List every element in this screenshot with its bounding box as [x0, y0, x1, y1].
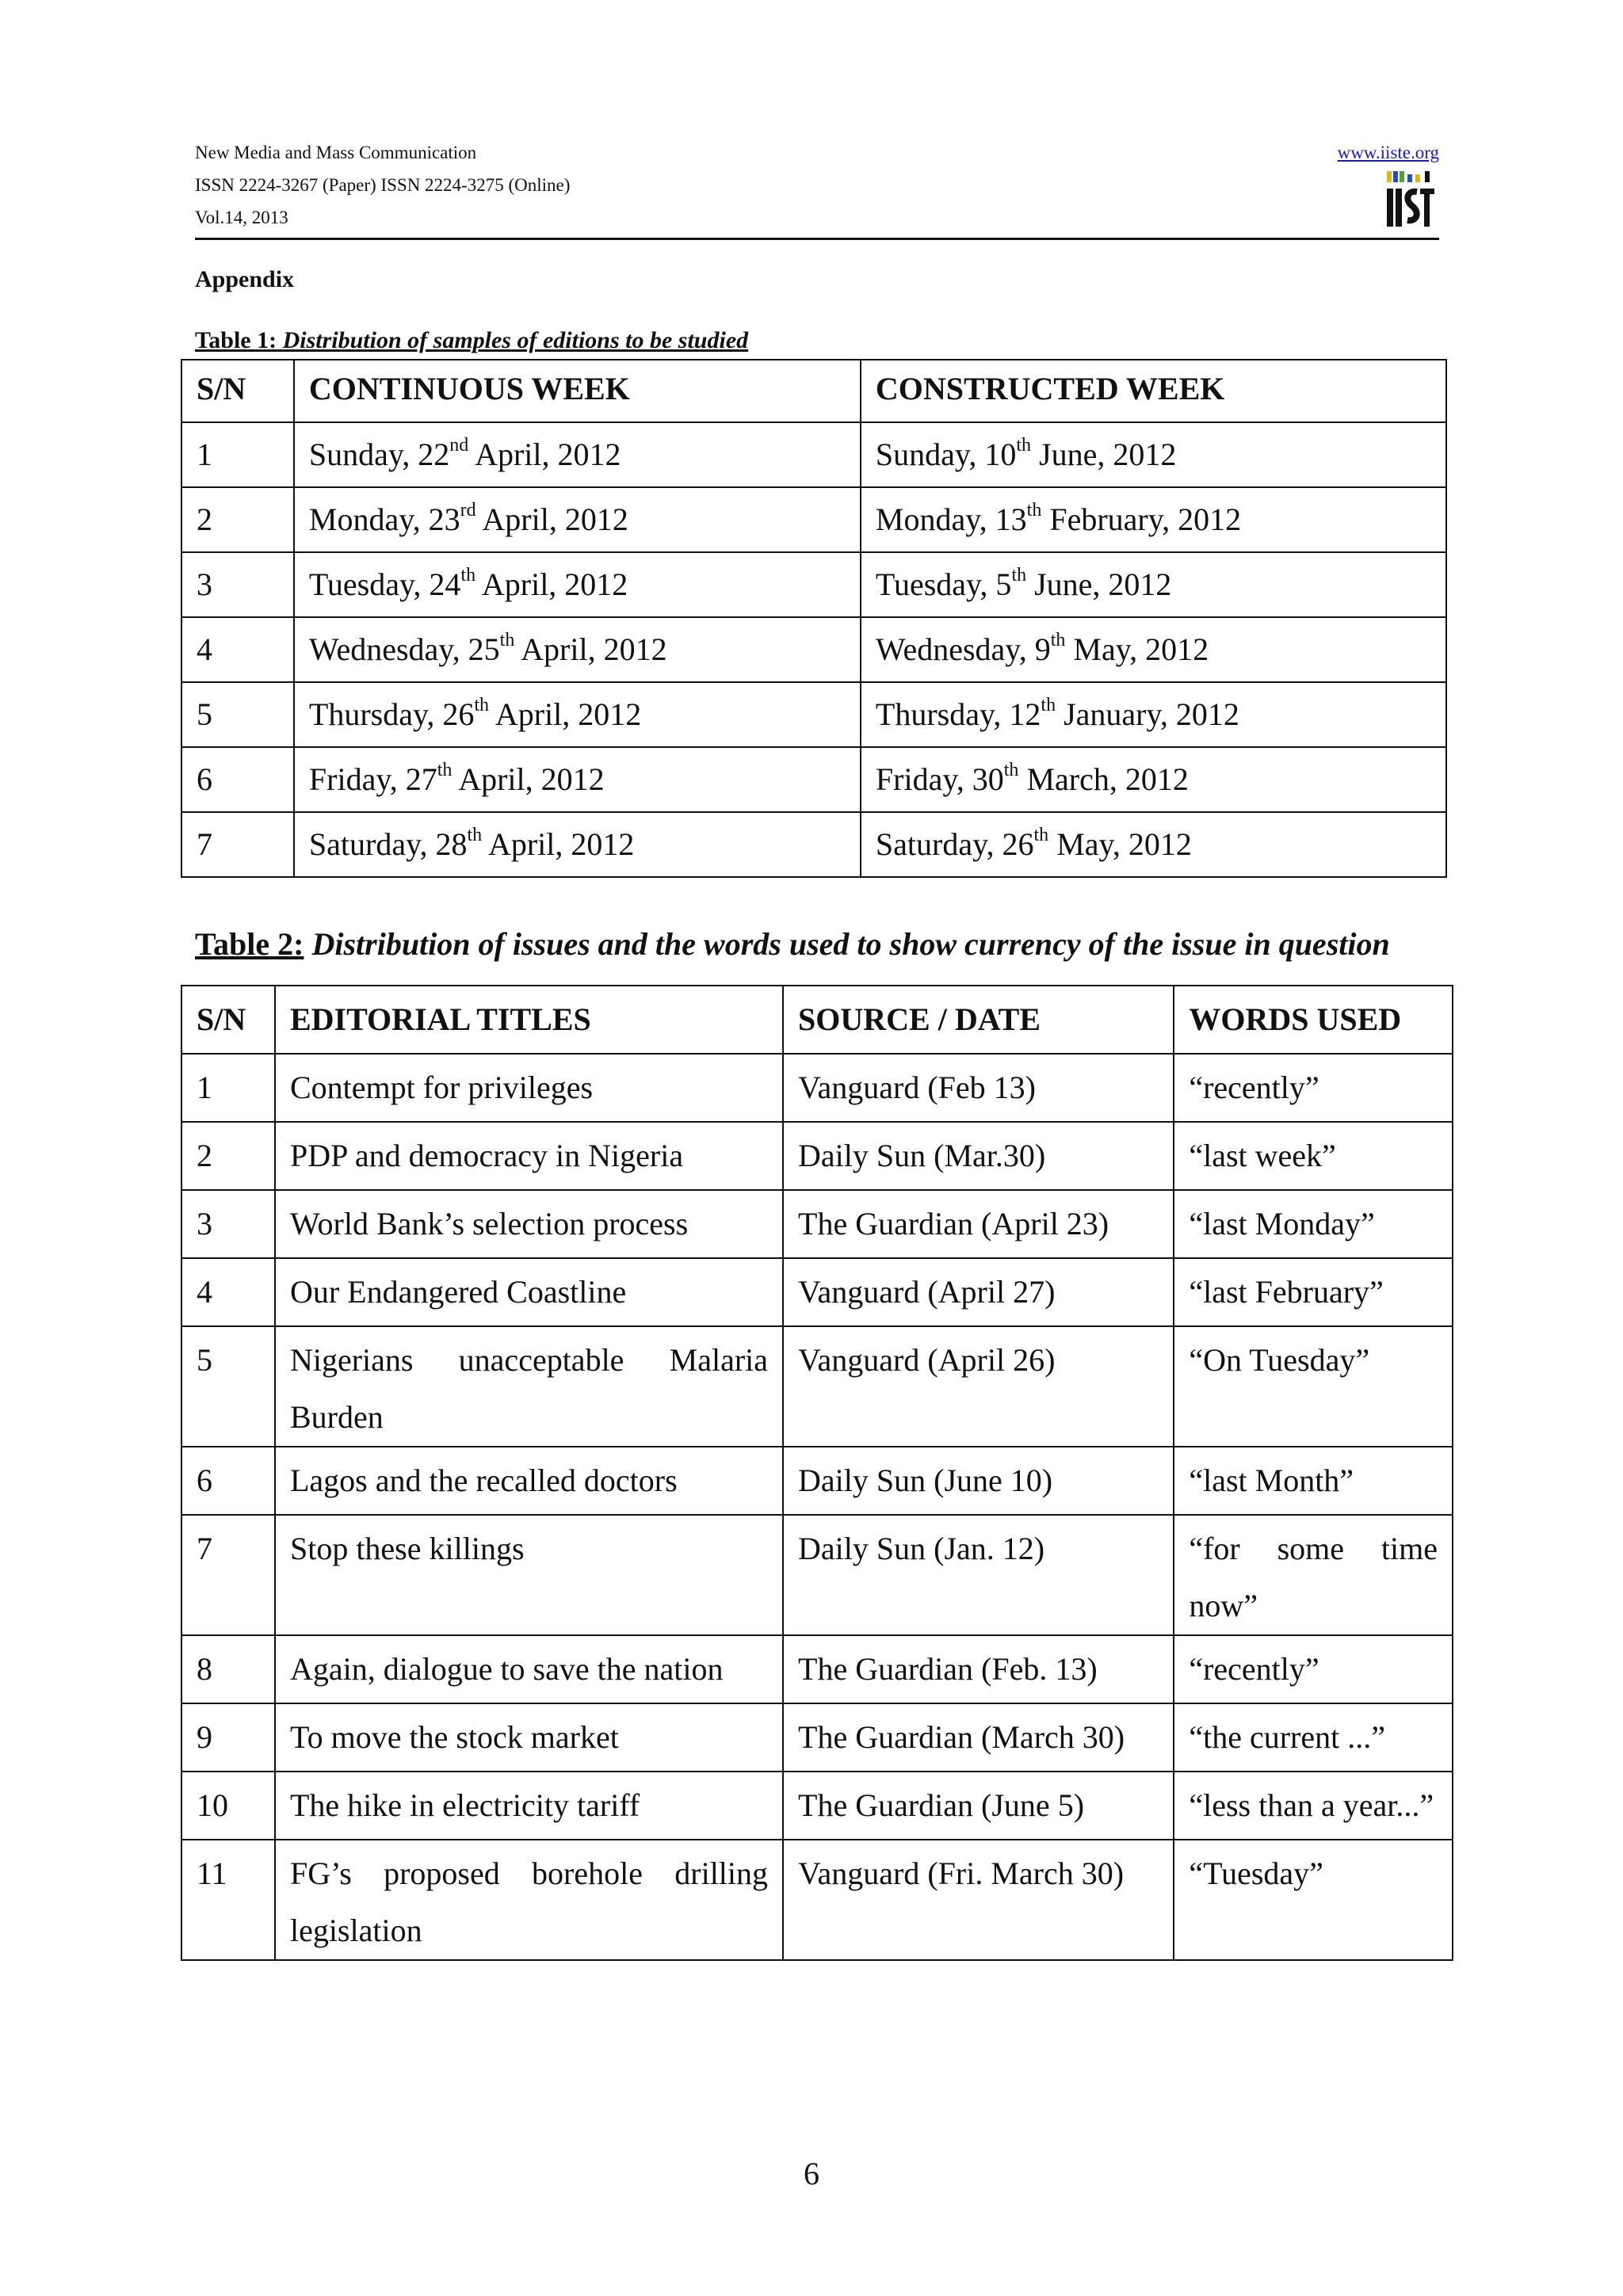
table2-row: [181, 1840, 1453, 1960]
iiste-logo: [1385, 171, 1436, 228]
words-used-cell: “recently”: [1174, 1635, 1453, 1703]
constructed-week-cell: [861, 747, 1446, 812]
table1-row: [181, 422, 1446, 487]
table2-row: [181, 1326, 1453, 1447]
ordinal-suffix: th: [1016, 434, 1031, 456]
table2-header-cell: EDITORIAL TITLES: [275, 986, 783, 1054]
date-text: Thursday, 26: [308, 696, 475, 732]
ordinal-suffix: th: [1026, 499, 1042, 521]
editorial-title-cell: Again, dialogue to save the nation: [275, 1635, 783, 1703]
table2-header-cell: S/N: [181, 986, 275, 1054]
date-text: Friday, 30: [875, 761, 1004, 797]
constructed-week-cell: [861, 682, 1446, 747]
ordinal-suffix: th: [467, 824, 483, 845]
source-date-cell: The Guardian (March 30): [783, 1703, 1174, 1772]
words-used-cell: “last Month”: [1174, 1447, 1453, 1515]
editorial-title-cell: Stop these killings: [275, 1515, 783, 1635]
words-used-cell: “On Tuesday”: [1174, 1326, 1453, 1447]
table2-row: [181, 1635, 1453, 1703]
table2-sn-cell: 10: [181, 1772, 275, 1840]
ordinal-suffix: th: [1041, 694, 1056, 715]
continuous-week-cell: [294, 812, 861, 877]
date-text: June, 2012: [1026, 566, 1172, 602]
source-date-cell: Vanguard (Fri. March 30): [783, 1840, 1174, 1960]
table2-row: [181, 1772, 1453, 1840]
date-text: May, 2012: [1065, 631, 1209, 667]
table2-sn-cell: 2: [181, 1122, 275, 1190]
table1-header-cell: CONTINUOUS WEEK: [294, 360, 861, 422]
words-used-cell: “last Monday”: [1174, 1190, 1453, 1258]
date-text: Saturday, 28: [308, 826, 468, 862]
editorial-title-cell: World Bank’s selection process: [275, 1190, 783, 1258]
table2-sn-cell: 8: [181, 1635, 275, 1703]
table1-row: [181, 682, 1446, 747]
date-text: March, 2012: [1018, 761, 1189, 797]
table1-row: [181, 617, 1446, 682]
table2-header-cell: WORDS USED: [1174, 986, 1453, 1054]
ordinal-suffix: th: [437, 759, 453, 780]
editorial-title-cell: The hike in electricity tariff: [275, 1772, 783, 1840]
table1-label: Table 1:: [195, 327, 277, 353]
table2-sn-cell: 4: [181, 1258, 275, 1326]
table2-row: [181, 1703, 1453, 1772]
table1-sn-cell: 4: [181, 617, 294, 682]
table1-caption: [195, 327, 748, 354]
date-text: Monday, 23: [308, 502, 460, 537]
table2-label: Table 2:: [195, 926, 304, 962]
table2-row: [181, 1447, 1453, 1515]
table2-row: [181, 1190, 1453, 1258]
words-used-cell: “Tuesday”: [1174, 1840, 1453, 1960]
date-text: Tuesday, 24: [308, 566, 461, 602]
ordinal-suffix: th: [460, 564, 476, 585]
date-text: April, 2012: [514, 631, 667, 667]
table2-title: Distribution of issues and the words used to show currency of the issue in question: [311, 926, 1390, 962]
table1-header-cell: S/N: [181, 360, 294, 422]
date-text: April, 2012: [468, 437, 621, 472]
table1-sn-cell: 6: [181, 747, 294, 812]
date-text: February, 2012: [1041, 502, 1242, 537]
volume-line: Vol.14, 2013: [195, 208, 288, 227]
constructed-week-cell: [861, 422, 1446, 487]
table2-sn-cell: 1: [181, 1054, 275, 1122]
page-number: 6: [804, 2156, 819, 2191]
editorial-title-cell: Contempt for privileges: [275, 1054, 783, 1122]
words-used-cell: “recently”: [1174, 1054, 1453, 1122]
table1-row: [181, 812, 1446, 877]
table2-row: [181, 1122, 1453, 1190]
issn-line: ISSN 2224-3267 (Paper) ISSN 2224-3275 (Online): [195, 175, 571, 195]
date-text: Friday, 27: [308, 761, 437, 797]
date-text: Wednesday, 9: [875, 631, 1051, 667]
editorial-title-cell: Lagos and the recalled doctors: [275, 1447, 783, 1515]
date-text: Sunday, 22: [308, 437, 450, 472]
table2-row: [181, 1515, 1453, 1635]
table1-sn-cell: 2: [181, 487, 294, 552]
table2-sn-cell: 3: [181, 1190, 275, 1258]
table1-sn-cell: 1: [181, 422, 294, 487]
table2-header-cell: SOURCE / DATE: [783, 986, 1174, 1054]
table1-sn-cell: 5: [181, 682, 294, 747]
continuous-week-cell: [294, 487, 861, 552]
table1-row: [181, 747, 1446, 812]
table2-sn-cell: 11: [181, 1840, 275, 1960]
words-used-cell: “last February”: [1174, 1258, 1453, 1326]
ordinal-suffix: rd: [460, 499, 476, 521]
continuous-week-cell: [294, 552, 861, 617]
table1-header-row: [181, 360, 1446, 422]
table1-row: [181, 487, 1446, 552]
page-header: [195, 133, 1439, 240]
source-date-cell: The Guardian (June 5): [783, 1772, 1174, 1840]
source-date-cell: Vanguard (April 26): [783, 1326, 1174, 1447]
table1-sn-cell: 3: [181, 552, 294, 617]
editorial-title-cell: Our Endangered Coastline: [275, 1258, 783, 1326]
date-text: Tuesday, 5: [875, 566, 1012, 602]
source-date-cell: Daily Sun (June 10): [783, 1447, 1174, 1515]
date-text: Monday, 13: [875, 502, 1027, 537]
table1-header-cell: CONSTRUCTED WEEK: [861, 360, 1446, 422]
source-date-cell: Daily Sun (Jan. 12): [783, 1515, 1174, 1635]
table2-sn-cell: 5: [181, 1326, 275, 1447]
date-text: Sunday, 10: [875, 437, 1017, 472]
words-used-cell: “less than a year...”: [1174, 1772, 1453, 1840]
table2-header-row: [181, 986, 1453, 1054]
editorial-title-cell: PDP and democracy in Nigeria: [275, 1122, 783, 1190]
continuous-week-cell: [294, 747, 861, 812]
source-date-cell: The Guardian (Feb. 13): [783, 1635, 1174, 1703]
date-text: April, 2012: [452, 761, 605, 797]
date-text: June, 2012: [1031, 437, 1177, 472]
words-used-cell: “for some time now”: [1174, 1515, 1453, 1635]
source-date-cell: Vanguard (April 27): [783, 1258, 1174, 1326]
constructed-week-cell: [861, 487, 1446, 552]
table2-sn-cell: 9: [181, 1703, 275, 1772]
table2: [181, 985, 1453, 1961]
ordinal-suffix: nd: [449, 434, 469, 456]
words-used-cell: “the current ...”: [1174, 1703, 1453, 1772]
table1-row: [181, 552, 1446, 617]
date-text: Thursday, 12: [875, 696, 1041, 732]
ordinal-suffix: th: [499, 629, 515, 650]
ordinal-suffix: th: [474, 694, 490, 715]
ordinal-suffix: th: [1003, 759, 1019, 780]
table2-sn-cell: 6: [181, 1447, 275, 1515]
constructed-week-cell: [861, 617, 1446, 682]
journal-name: New Media and Mass Communication: [195, 143, 477, 162]
date-text: January, 2012: [1056, 696, 1239, 732]
table2-sn-cell: 7: [181, 1515, 275, 1635]
table1-title: Distribution of samples of editions to be studied: [282, 327, 749, 353]
constructed-week-cell: [861, 552, 1446, 617]
source-date-cell: Daily Sun (Mar.30): [783, 1122, 1174, 1190]
date-text: Saturday, 26: [875, 826, 1034, 862]
editorial-title-cell: FG’s proposed borehole drilling legislation: [275, 1840, 783, 1960]
continuous-week-cell: [294, 682, 861, 747]
editorial-title-cell: Nigerians unacceptable Malaria Burden: [275, 1326, 783, 1447]
ordinal-suffix: th: [1033, 824, 1049, 845]
appendix-heading: Appendix: [195, 266, 295, 292]
table1: [181, 359, 1447, 878]
editorial-title-cell: To move the stock market: [275, 1703, 783, 1772]
date-text: April, 2012: [475, 566, 628, 602]
words-used-cell: “last week”: [1174, 1122, 1453, 1190]
ordinal-suffix: th: [1011, 564, 1027, 585]
journal-url-link[interactable]: www.iiste.org: [1337, 143, 1439, 162]
date-text: Wednesday, 25: [308, 631, 500, 667]
source-date-cell: The Guardian (April 23): [783, 1190, 1174, 1258]
constructed-week-cell: [861, 812, 1446, 877]
table2-caption: [195, 925, 1390, 963]
source-date-cell: Vanguard (Feb 13): [783, 1054, 1174, 1122]
date-text: April, 2012: [489, 696, 642, 732]
date-text: May, 2012: [1048, 826, 1192, 862]
continuous-week-cell: [294, 617, 861, 682]
table2-row: [181, 1258, 1453, 1326]
table2-row: [181, 1054, 1453, 1122]
date-text: April, 2012: [475, 502, 628, 537]
continuous-week-cell: [294, 422, 861, 487]
ordinal-suffix: th: [1050, 629, 1066, 650]
table1-sn-cell: 7: [181, 812, 294, 877]
date-text: April, 2012: [482, 826, 635, 862]
